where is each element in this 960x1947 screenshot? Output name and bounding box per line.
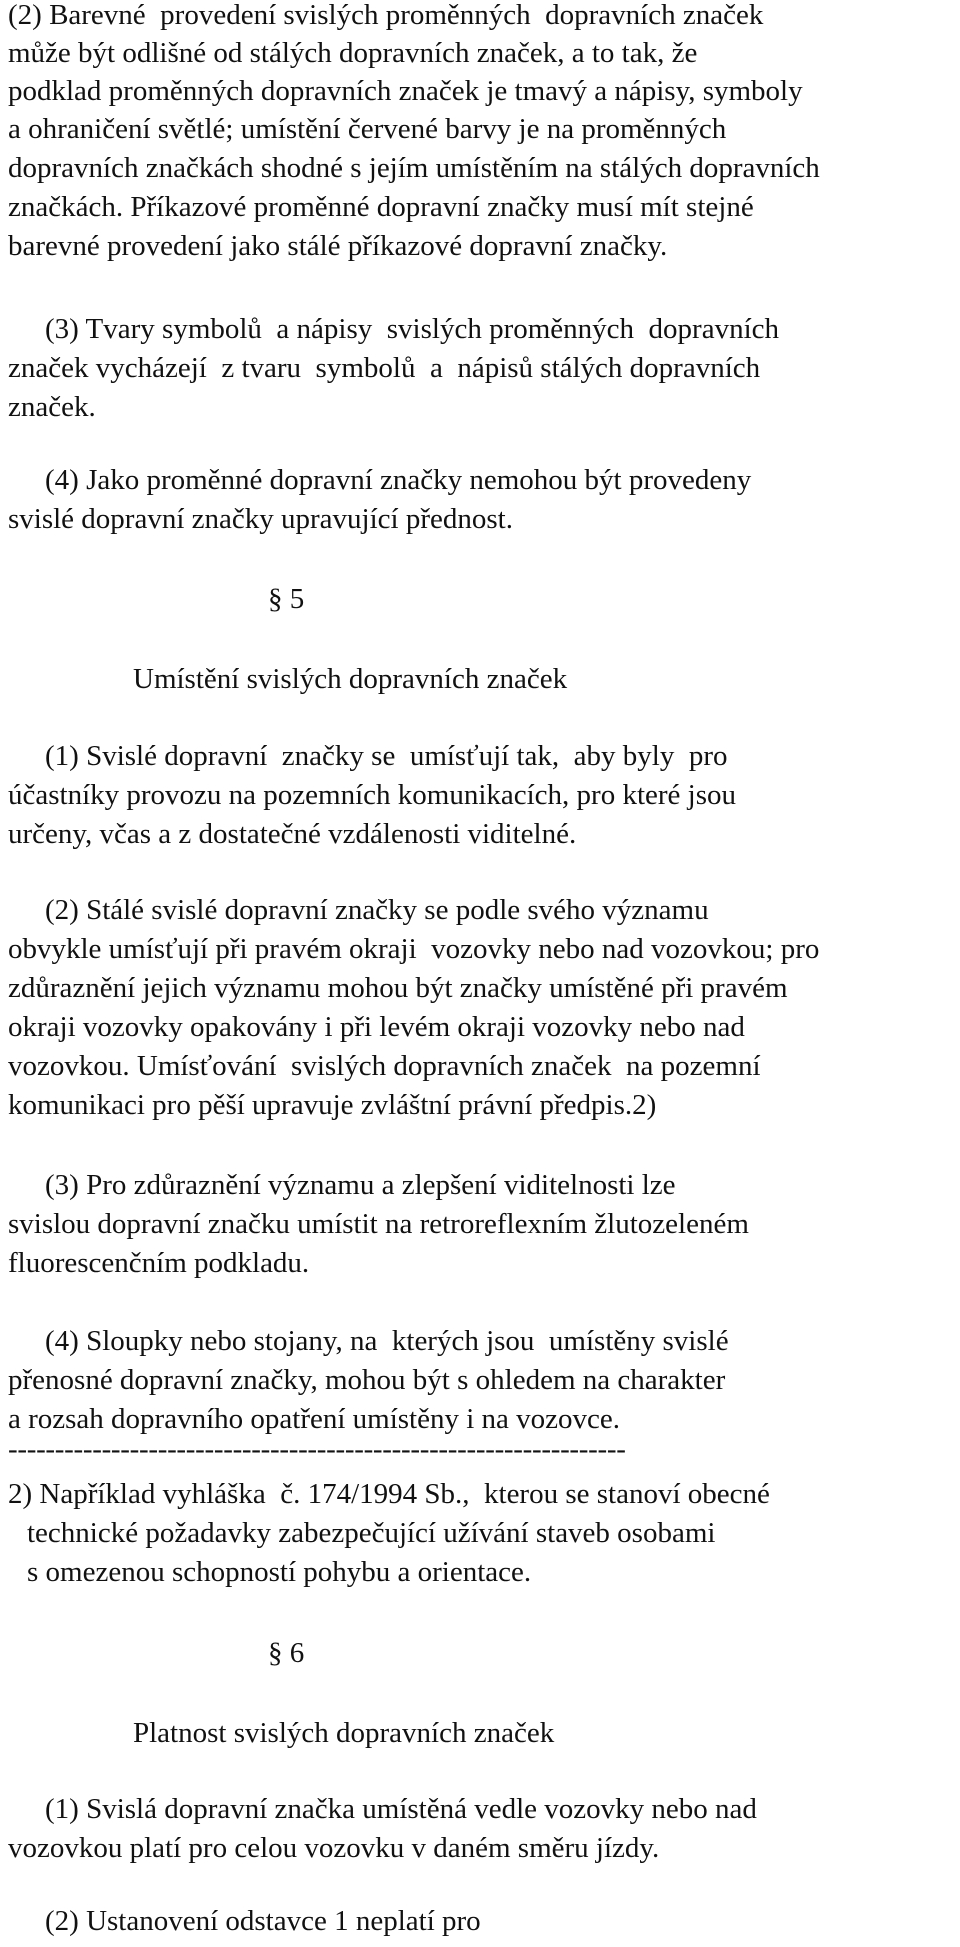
text-line: komunikaci pro pěší upravuje zvláštní právní předpis.2)	[8, 1089, 657, 1121]
text-line: vozovkou platí pro celou vozovku v daném směru jízdy.	[8, 1832, 660, 1864]
text-line: značek vycházejí z tvaru symbolů a nápisů stálých dopravních	[8, 352, 761, 384]
text-line: (1) Svislé dopravní značky se umísťují tak, aby byly pro	[45, 740, 728, 772]
text-line: svislé dopravní značky upravující přednost.	[8, 503, 513, 535]
section-title: Umístění svislých dopravních značek	[133, 663, 568, 695]
text-line: obvykle umísťují při pravém okraji vozovky nebo nad vozovkou; pro	[8, 933, 820, 965]
text-line: a rozsah dopravního opatření umístěny i na vozovce.	[8, 1403, 621, 1435]
text-line: (2) Barevné provedení svislých proměnných dopravních značek	[8, 0, 764, 31]
text-line: technické požadavky zabezpečující užívání staveb osobami	[27, 1517, 716, 1549]
text-line: (1) Svislá dopravní značka umístěná vedle vozovky nebo nad	[45, 1793, 757, 1825]
text-line: (3) Tvary symbolů a nápisy svislých proměnných dopravních	[45, 313, 779, 345]
text-line: podklad proměnných dopravních značek je tmavý a nápisy, symboly	[8, 75, 803, 107]
section-number: § 5	[268, 583, 305, 615]
section-title: Platnost svislých dopravních značek	[133, 1717, 555, 1749]
text-line: s omezenou schopností pohybu a orientace.	[27, 1556, 532, 1588]
text-line: (4) Jako proměnné dopravní značky nemohou být provedeny	[45, 464, 752, 496]
text-line: určeny, včas a z dostatečné vzdálenosti viditelné.	[8, 818, 577, 850]
text-line: (4) Sloupky nebo stojany, na kterých jsou umístěny svislé	[45, 1325, 729, 1357]
text-line: dopravních značkách shodné s jejím umístěním na stálých dopravních	[8, 152, 820, 184]
text-line: zdůraznění jejich významu mohou být značky umístěné při pravém	[8, 972, 788, 1004]
text-line: účastníky provozu na pozemních komunikacích, pro které jsou	[8, 779, 737, 811]
text-line: okraji vozovky opakovány i při levém okraji vozovky nebo nad	[8, 1011, 745, 1043]
text-line: fluorescenčním podkladu.	[8, 1247, 310, 1279]
text-line: barevné provedení jako stálé příkazové dopravní značky.	[8, 230, 668, 262]
text-line: přenosné dopravní značky, mohou být s ohledem na charakter	[8, 1364, 726, 1396]
text-line: vozovkou. Umísťování svislých dopravních značek na pozemní	[8, 1050, 761, 1082]
section-number: § 6	[268, 1637, 305, 1669]
text-line: může být odlišné od stálých dopravních značek, a to tak, že	[8, 37, 698, 69]
text-line: (2) Ustanovení odstavce 1 neplatí pro	[45, 1905, 481, 1937]
text-line: značkách. Příkazové proměnné dopravní značky musí mít stejné	[8, 191, 754, 223]
text-line: svislou dopravní značku umístit na retroreflexním žlutozeleném	[8, 1208, 749, 1240]
footnote-separator: ------------------------------------------------------------------	[8, 1433, 626, 1465]
text-line: značek.	[8, 391, 96, 423]
text-line: a ohraničení světlé; umístění červené barvy je na proměnných	[8, 113, 727, 145]
text-line: (2) Stálé svislé dopravní značky se podle svého významu	[45, 894, 709, 926]
text-line: (3) Pro zdůraznění významu a zlepšení viditelnosti lze	[45, 1169, 676, 1201]
text-line: 2) Například vyhláška č. 174/1994 Sb., kterou se stanoví obecné	[8, 1478, 770, 1510]
